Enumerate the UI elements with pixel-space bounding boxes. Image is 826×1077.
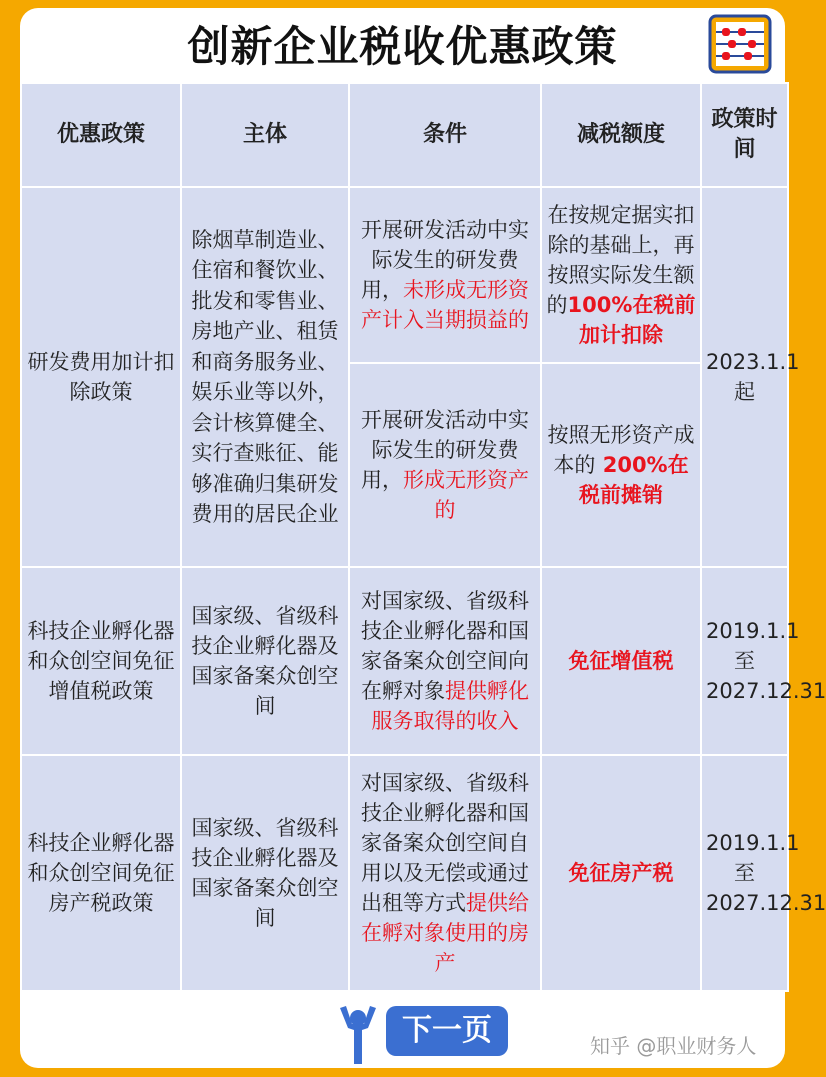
cell-condition	[349, 363, 541, 567]
cell-tax-reduction	[541, 363, 701, 567]
cell-condition	[349, 755, 541, 991]
cell-policy-time: 2019.1.1至2027.12.31	[701, 755, 788, 991]
cell-tax-reduction: 免征房产税	[541, 755, 701, 991]
header-tax-reduction: 减税额度	[541, 83, 701, 187]
header-policy: 优惠政策	[21, 83, 181, 187]
condition-text: 开展研发活动中实际发生的研发费用，	[361, 408, 529, 492]
page-title: 创新企业税收优惠政策	[187, 22, 618, 71]
cheering-person-icon	[334, 1004, 382, 1068]
condition-highlight: 形成无形资产的	[403, 468, 529, 522]
condition-highlight: 提供给在孵对象使用的房产	[361, 891, 529, 975]
cell-condition	[349, 567, 541, 755]
abacus-icon	[708, 14, 772, 74]
amount-highlight: 200%在税前摊销	[579, 453, 689, 507]
policy-table-wrapper	[20, 82, 826, 992]
table-header-row	[21, 83, 788, 187]
condition-highlight: 未形成无形资产计入当期损益的	[361, 278, 529, 332]
watermark: 知乎 @职业财务人	[590, 1034, 757, 1058]
cell-tax-reduction: 免征增值税	[541, 567, 701, 755]
table-row	[21, 755, 788, 991]
condition-text: 对国家级、省级科技企业孵化器和国家备案众创空间自用以及无偿或通过出租等方式	[361, 771, 529, 915]
table-row	[21, 567, 788, 755]
amount-highlight: 100%在税前加计扣除	[567, 293, 696, 347]
next-page-button[interactable]: 下一页	[386, 1006, 508, 1056]
table-row	[21, 187, 788, 363]
cell-policy: 科技企业孵化器和众创空间免征增值税政策	[21, 567, 181, 755]
cell-policy: 研发费用加计扣除政策	[21, 187, 181, 567]
cell-policy: 科技企业孵化器和众创空间免征房产税政策	[21, 755, 181, 991]
cell-policy-time: 2019.1.1至2027.12.31	[701, 567, 788, 755]
condition-text: 对国家级、省级科技企业孵化器和国家备案众创空间向在孵对象	[361, 589, 529, 703]
cell-tax-reduction	[541, 187, 701, 363]
policy-table	[20, 82, 826, 992]
header-subject: 主体	[181, 83, 349, 187]
condition-text: 开展研发活动中实际发生的研发费用，	[361, 218, 529, 302]
header-policy-time: 政策时间	[701, 83, 788, 187]
amount-text: 按照无形资产成本的	[547, 423, 695, 477]
cell-subject: 国家级、省级科技企业孵化器及国家备案众创空间	[181, 567, 349, 755]
amount-text: 在按规定据实扣除的基础上，再按照实际发生额的	[546, 203, 695, 317]
cell-subject: 除烟草制造业、住宿和餐饮业、批发和零售业、房地产业、租赁和商务服务业、娱乐业等以外，会计核算健全、实行查账征、能够准确归集研发费用的居民企业	[181, 187, 349, 567]
condition-highlight: 提供孵化服务取得的收入	[371, 679, 529, 733]
cell-policy-time: 2023.1.1起	[701, 187, 788, 567]
cell-subject: 国家级、省级科技企业孵化器及国家备案众创空间	[181, 755, 349, 991]
cell-condition	[349, 187, 541, 363]
header-condition: 条件	[349, 83, 541, 187]
